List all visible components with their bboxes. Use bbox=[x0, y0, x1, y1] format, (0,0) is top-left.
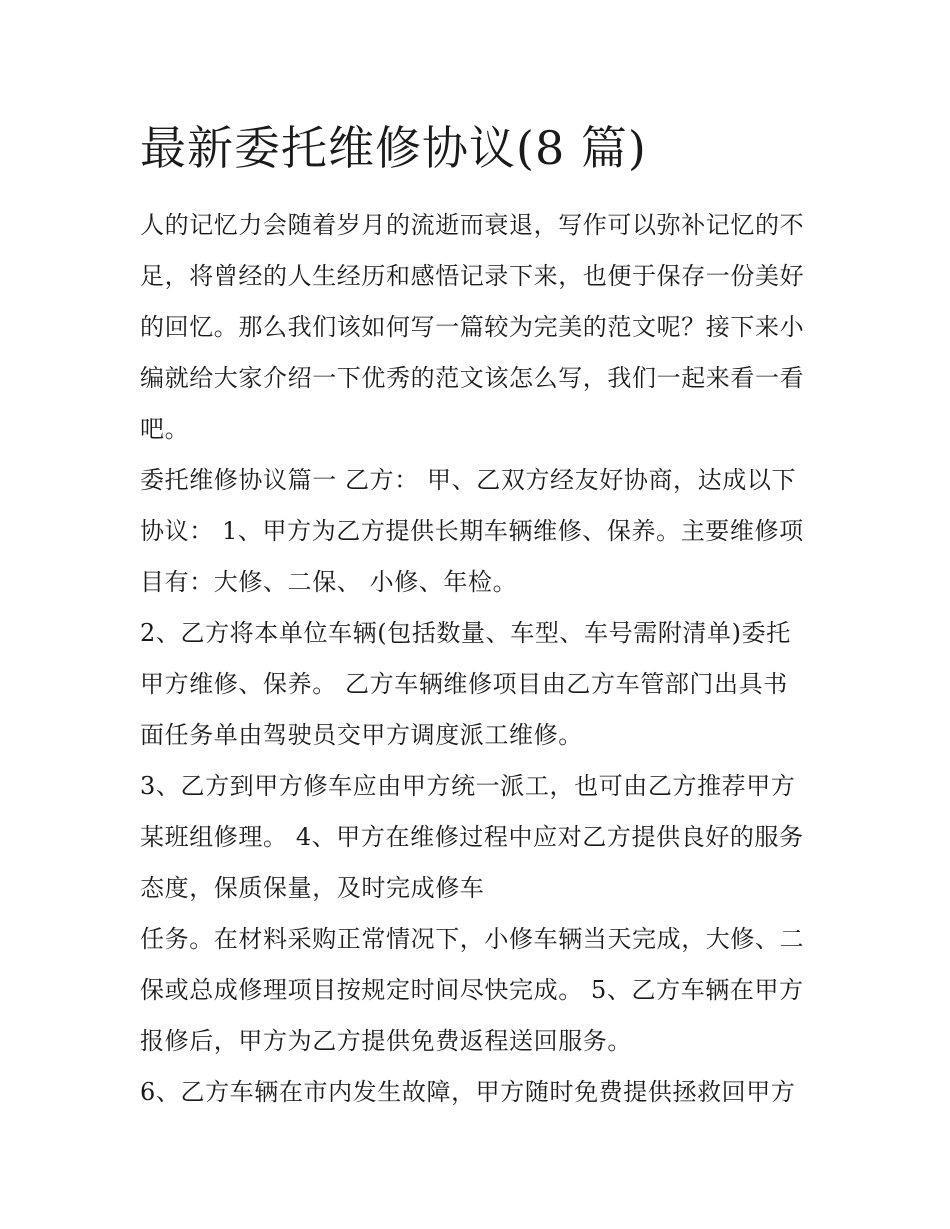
paragraph-line: 报修后，甲方为乙方提供免费返程送回服务。 bbox=[140, 1027, 632, 1055]
document-title: 最新委托维修协议(8 篇) bbox=[140, 121, 647, 175]
paragraph-line: 任务。在材料采购正常情况下，小修车辆当天完成，大修、二 bbox=[140, 925, 805, 953]
paragraph-line: 3、乙方到甲方修车应由甲方统一派工，也可由乙方推荐甲方 bbox=[140, 772, 796, 800]
paragraph-clause-6 bbox=[140, 1067, 820, 1118]
paragraph-line: 目有：大修、二保、 小修、年检。 bbox=[140, 568, 518, 596]
paragraph-line: 态度，保质保量，及时完成修车 bbox=[140, 874, 485, 902]
paragraph-line: 人的记忆力会随着岁月的流逝而衰退，写作可以弥补记忆的不 bbox=[140, 211, 805, 239]
paragraph-line: 甲方维修、保养。 乙方车辆维修项目由乙方车管部门出具书 bbox=[140, 670, 788, 698]
paragraph-line: 足，将曾经的人生经历和感悟记录下来，也便于保存一份美好 bbox=[140, 262, 805, 290]
paragraph-line: 编就给大家介绍一下优秀的范文该怎么写，我们一起来看一看 bbox=[140, 364, 805, 392]
paragraph-intro bbox=[140, 200, 820, 455]
paragraph-line: 6、乙方车辆在市内发生故障，甲方随时免费提供拯救回甲方 bbox=[140, 1078, 796, 1106]
paragraph-line: 2、乙方将本单位车辆(包括数量、车型、车号需附清单)委托 bbox=[140, 619, 791, 647]
paragraph-line: 吧。 bbox=[140, 415, 190, 443]
paragraph-line: 某班组修理。 4、甲方在维修过程中应对乙方提供良好的服务 bbox=[140, 823, 804, 851]
paragraph-clause-3 bbox=[140, 761, 820, 914]
paragraph-clause-2 bbox=[140, 608, 820, 761]
paragraph-line: 委托维修协议篇一 乙方： 甲、乙双方经友好协商，达成以下 bbox=[140, 466, 797, 494]
paragraph-clause-1 bbox=[140, 455, 820, 608]
paragraph-line: 保或总成修理项目按规定时间尽快完成。 5、乙方车辆在甲方 bbox=[140, 976, 804, 1004]
paragraph-line: 的回忆。那么我们该如何写一篇较为完美的范文呢？接下来小 bbox=[140, 313, 805, 341]
paragraph-clause-4 bbox=[140, 914, 820, 1067]
paragraph-line: 协议： 1、甲方为乙方提供长期车辆维修、保养。主要维修项 bbox=[140, 517, 804, 545]
paragraph-line: 面任务单由驾驶员交甲方调度派工维修。 bbox=[140, 721, 583, 749]
document-content bbox=[140, 118, 820, 1118]
